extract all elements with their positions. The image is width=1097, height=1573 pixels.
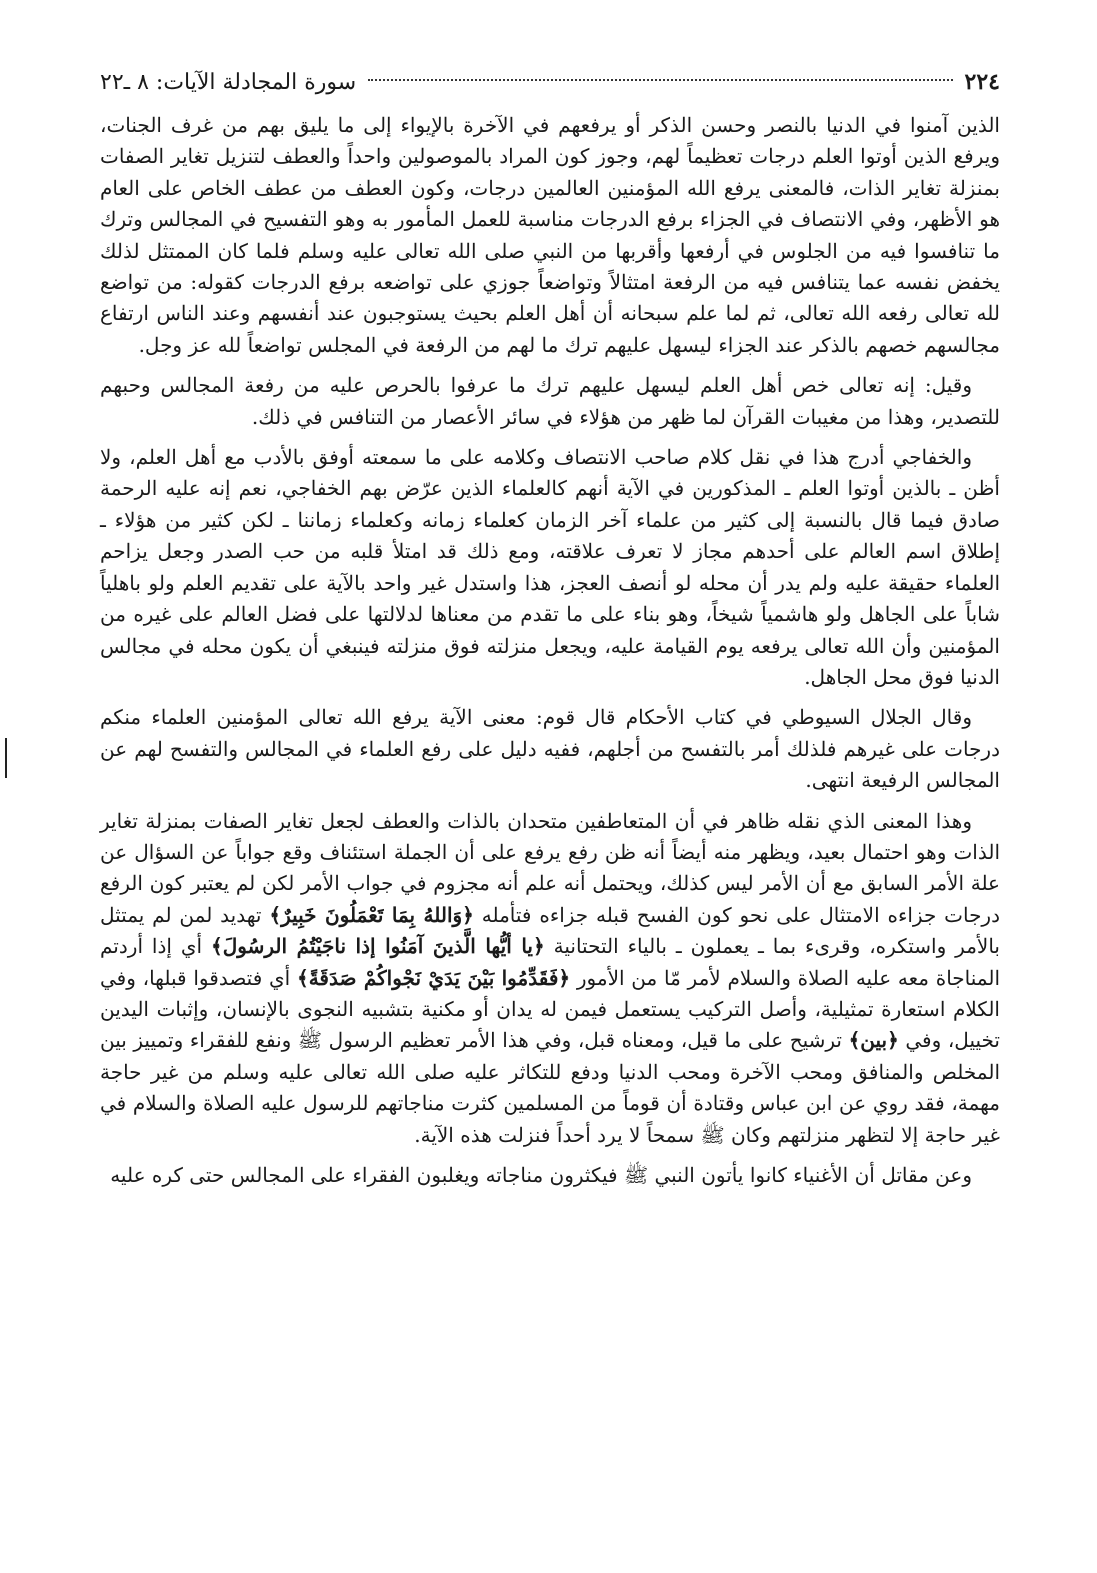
document-page (100, 62, 1000, 1200)
paragraph-1: الذين آمنوا في الدنيا بالنصر وحسن الذكر أو يرفعهم في الآخرة بالإيواء إلى ما يليق بهم من غرف الجنات، ويرفع الذين أوتوا العلم درجات تعظيماً لهم، وجوز كون المراد بالموصولين واحداً والعطف لتنزيل تغاير الصفات بمنزلة تغاير الذات، فالمعنى يرفع الله المؤمنين العالمين درجات، وكون العطف من عطف الخاص على العام هو الأظهر، وفي الانتصاف في الجزاء برفع الدرجات مناسبة للعمل المأمور به وهو التفسيح في المجالس وترك ما تنافسوا فيه من الجلوس في أرفعها وأقربها من النبي صلى الله تعالى عليه وسلم فلما كان الممتثل لذلك يخفض نفسه عما يتنافس فيه من الرفعة امتثالاً وتواضعاً جوزي على تواضعه برفع الدرجات كقوله: من تواضع لله تعالى رفعه الله تعالى، ثم لما علم سبحانه أن أهل العلم بحيث يستوجبون عند أنفسهم وعند الناس ارتفاع مجالسهم خصهم بالذكر عند الجزاء ليسهل عليهم ترك ما لهم من الرفعة في المجلس تواضعاً لله عز وجل. (100, 113, 1000, 357)
paragraph-3: والخفاجي أدرج هذا في نقل كلام صاحب الانتصاف وكلامه على ما سمعته أوفق بالأدب مع أهل العلم، ولا أظن ـ بالذين أوتوا العلم ـ المذكورين في الآية أنهم كالعلماء الذين عرّض بهم الخفاجي، نعم إنه عليه الرحمة صادق فيما قال بالنسبة إلى كثير من علماء آخر الزمان كعلماء زمانه وكعلماء زماننا ـ لكن كثير من هؤلاء ـ إطلاق اسم العالم على أحدهم مجاز لا تعرف علاقته، ومع ذلك قد امتلأ قلبه من حب الصدر وجعل يزاحم العلماء حقيقة عليه ولم يدر أن محله لو أنصف العجز، هذا واستدل غير واحد بالآية على تقديم العلم ولو باهلياً شاباً على الجاهل ولو هاشمياً شيخاً، وهو بناء على ما تقدم من معناها لدلالتها على فضل العالم على غيره من المؤمنين وأن الله تعالى يرفعه يوم القيامة عليه، ويجعل منزلته فوق منزلته فينبغي أن يكون محله في مجالس الدنيا فوق محل الجاهل. (100, 445, 1000, 689)
running-header (100, 62, 1000, 102)
quran-verse-1: ﴿وَاللهُ بِمَا تَعْمَلُونَ خَبِيرٌ﴾ (269, 902, 474, 927)
paragraph-6: وعن مقاتل أن الأغنياء كانوا يأتون النبي ﷺ فيكثرون مناجاته ويغلبون الفقراء على المجالس حتى كره عليه (110, 1163, 972, 1187)
paragraph-5-text-1: وهذا المعنى الذي نقله ظاهر في أن المتعاطفين متحدان بالذات والعطف لجعل تغاير الصفات بمنزلة تغاير الذات وهو احتمال بعيد، ويظهر منه أيضاً أنه ظن رفع يرفع على أن الجملة استئناف وقع جواباً عن السؤال عن علة الأمر السابق مع أن الأمر ليس كذلك، ويحتمل أنه علم أنه مجزوم في جواب الأمر لكن لم يعتبر كون الرفع درجات جزاءه الامتثال على نحو كون الفسح قبله جزاءه فتأمله (100, 808, 1000, 927)
quran-verse-2: ﴿يا أيُّها الَّذينَ آمَنُوا إذا ناجَيْتُمُ الرسُولَ﴾ (211, 934, 545, 959)
paragraph-2: وقيل: إنه تعالى خص أهل العلم ليسهل عليهم ترك ما عرفوا بالحرص عليه من رفعة المجالس وحبهم للتصدير، وهذا من مغيبات القرآن لما ظهر من هؤلاء في سائر الأعصار من التنافس في ذلك. (100, 373, 1000, 429)
surah-title: سورة المجادلة الآيات: ٨ ـ٢٢ (100, 70, 357, 95)
quran-word-bayna: ﴿بين﴾ (848, 1028, 899, 1053)
paragraph-5-text-5: ترشيح على ما قيل، ومعناه قبل، وفي هذا الأمر تعظيم الرسول ﷺ ونفع للفقراء وتمييز بين المخلص والمنافق ومحب الآخرة ومحب الدنيا ودفع للتكاثر عليه صلى الله تعالى عليه وسلم من غير حاجة مهمة، فقد روي عن ابن عباس وقتادة أن قوماً من المسلمين كثرت مناجاتهم للرسول عليه الصلاة والسلام في غير حاجة إلا لتظهر منزلتهم وكان ﷺ سمحاً لا يرد أحداً فنزلت هذه الآية. (100, 1028, 1000, 1147)
page-number: ٢٢٤ (964, 69, 1000, 95)
paragraph-5-text-2: تهديد لمن لم يمتثل بالأمر واستكره، وقرىء بما ـ يعملون ـ بالياء التحتانية (100, 902, 1000, 959)
scan-edge-mark (5, 738, 7, 778)
paragraph-5-text-3: أي إذا أردتم المناجاة معه عليه الصلاة والسلام لأمر مّا من الأمور (100, 934, 1001, 990)
quran-verse-3: ﴿فَقَدِّمُوا بَيْنَ يَدَيْ نَجْواكُمْ صَدَقَةً﴾ (296, 965, 571, 990)
paragraph-5 (100, 806, 1000, 1151)
leader-dots (368, 79, 952, 81)
paragraph-5-text-4: أي فتصدقوا قبلها، وفي الكلام استعارة تمثيلية، وأصل التركيب يستعمل فيمن له يدان أو مكنية بتشبيه النجوى بالإنسان، وإثبات اليدين تخييل، وفي (100, 965, 1000, 1053)
paragraph-4: وقال الجلال السيوطي في كتاب الأحكام قال قوم: معنى الآية يرفع الله تعالى المؤمنين العلماء منكم درجات على غيرهم فلذلك أمر بالتفسح من أجلهم، ففيه دليل على رفع العلماء في المجالس والتفسح لهم عن المجالس الرفيعة انتهى. (100, 705, 1000, 793)
